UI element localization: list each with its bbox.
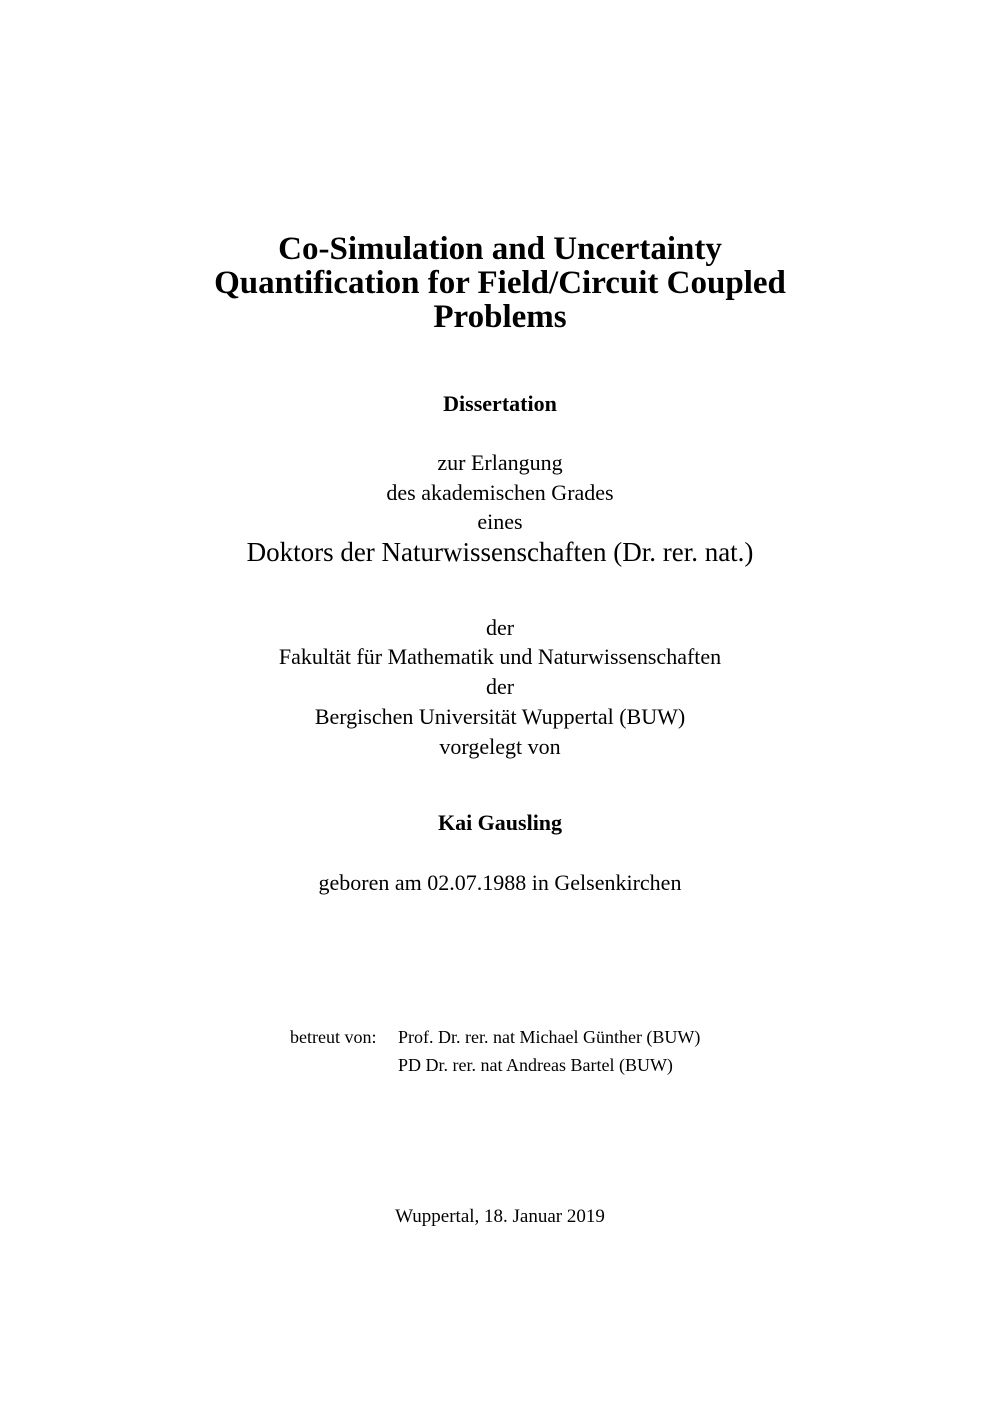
university: Bergischen Universität Wuppertal (BUW)	[314, 704, 686, 729]
title-line-1: Co-Simulation and Uncertainty	[278, 231, 722, 267]
degree: Doktors der Naturwissenschaften (Dr. rer. nat.)	[246, 537, 754, 567]
place-date: Wuppertal, 18. Januar 2019	[395, 1206, 605, 1227]
institution-line-1: der	[485, 615, 515, 640]
author-name: Kai Gausling	[437, 810, 563, 835]
submitted-by: vorgelegt von	[439, 734, 561, 759]
supervisor-2: PD Dr. rer. nat Andreas Bartel (BUW)	[398, 1055, 673, 1075]
purpose-line-3: eines	[477, 509, 523, 534]
purpose-line-2: des akademischen Grades	[386, 480, 614, 505]
purpose-line-1: zur Erlangung	[437, 450, 563, 475]
supervisor-list	[398, 1023, 700, 1079]
faculty: Fakultät für Mathematik und Naturwissenschaften	[278, 644, 722, 669]
title-line-3: Problems	[433, 299, 567, 335]
supervisor-1: Prof. Dr. rer. nat Michael Günther (BUW)	[398, 1027, 701, 1047]
birth-info: geboren am 02.07.1988 in Gelsenkirchen	[318, 870, 682, 895]
title-line-2: Quantification for Field/Circuit Coupled	[214, 265, 786, 301]
supervision-label: betreut von:	[290, 1027, 377, 1047]
institution-line-3: der	[485, 674, 515, 699]
document-type: Dissertation	[443, 391, 557, 416]
